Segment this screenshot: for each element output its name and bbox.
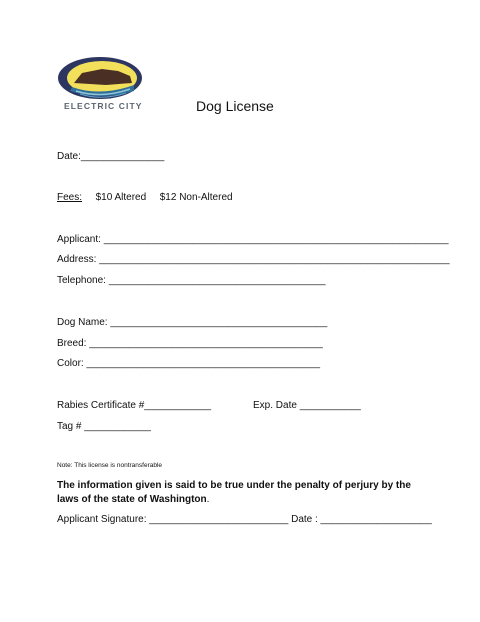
- applicant-field[interactable]: Applicant: ______________________________________________________________: [57, 234, 449, 245]
- fees-row: [57, 192, 233, 204]
- dog-name-field[interactable]: Dog Name: _______________________________________: [57, 317, 328, 328]
- exp-date-field[interactable]: Exp. Date ___________: [253, 400, 361, 411]
- telephone-field[interactable]: Telephone: _______________________________________: [57, 275, 326, 286]
- address-field[interactable]: Address: _______________________________________________________________: [57, 254, 450, 265]
- logo-text: ELECTRIC CITY: [64, 101, 143, 111]
- date-field[interactable]: Date:_______________: [57, 151, 165, 162]
- color-field[interactable]: Color: __________________________________________: [57, 358, 321, 369]
- fee-altered: $10 Altered: [95, 192, 147, 203]
- page-title: Dog License: [196, 98, 274, 114]
- fees-label: Fees:: [57, 192, 83, 203]
- perjury-notice-text: The information given is said to be true under the penalty of perjury by the laws of the state of Washington: [57, 480, 411, 505]
- rabies-certificate-field[interactable]: Rabies Certificate #____________: [57, 400, 211, 411]
- perjury-notice: [57, 479, 427, 507]
- nontransferable-note: Note: This license is nontransferable: [57, 462, 163, 469]
- perjury-notice-period: .: [206, 494, 210, 505]
- tag-field[interactable]: Tag # ____________: [57, 421, 151, 432]
- signature-field[interactable]: Applicant Signature: _________________________ Date : ____________________: [57, 514, 432, 525]
- fee-non-altered: $12 Non-Altered: [159, 192, 233, 203]
- breed-field[interactable]: Breed: __________________________________________: [57, 338, 323, 349]
